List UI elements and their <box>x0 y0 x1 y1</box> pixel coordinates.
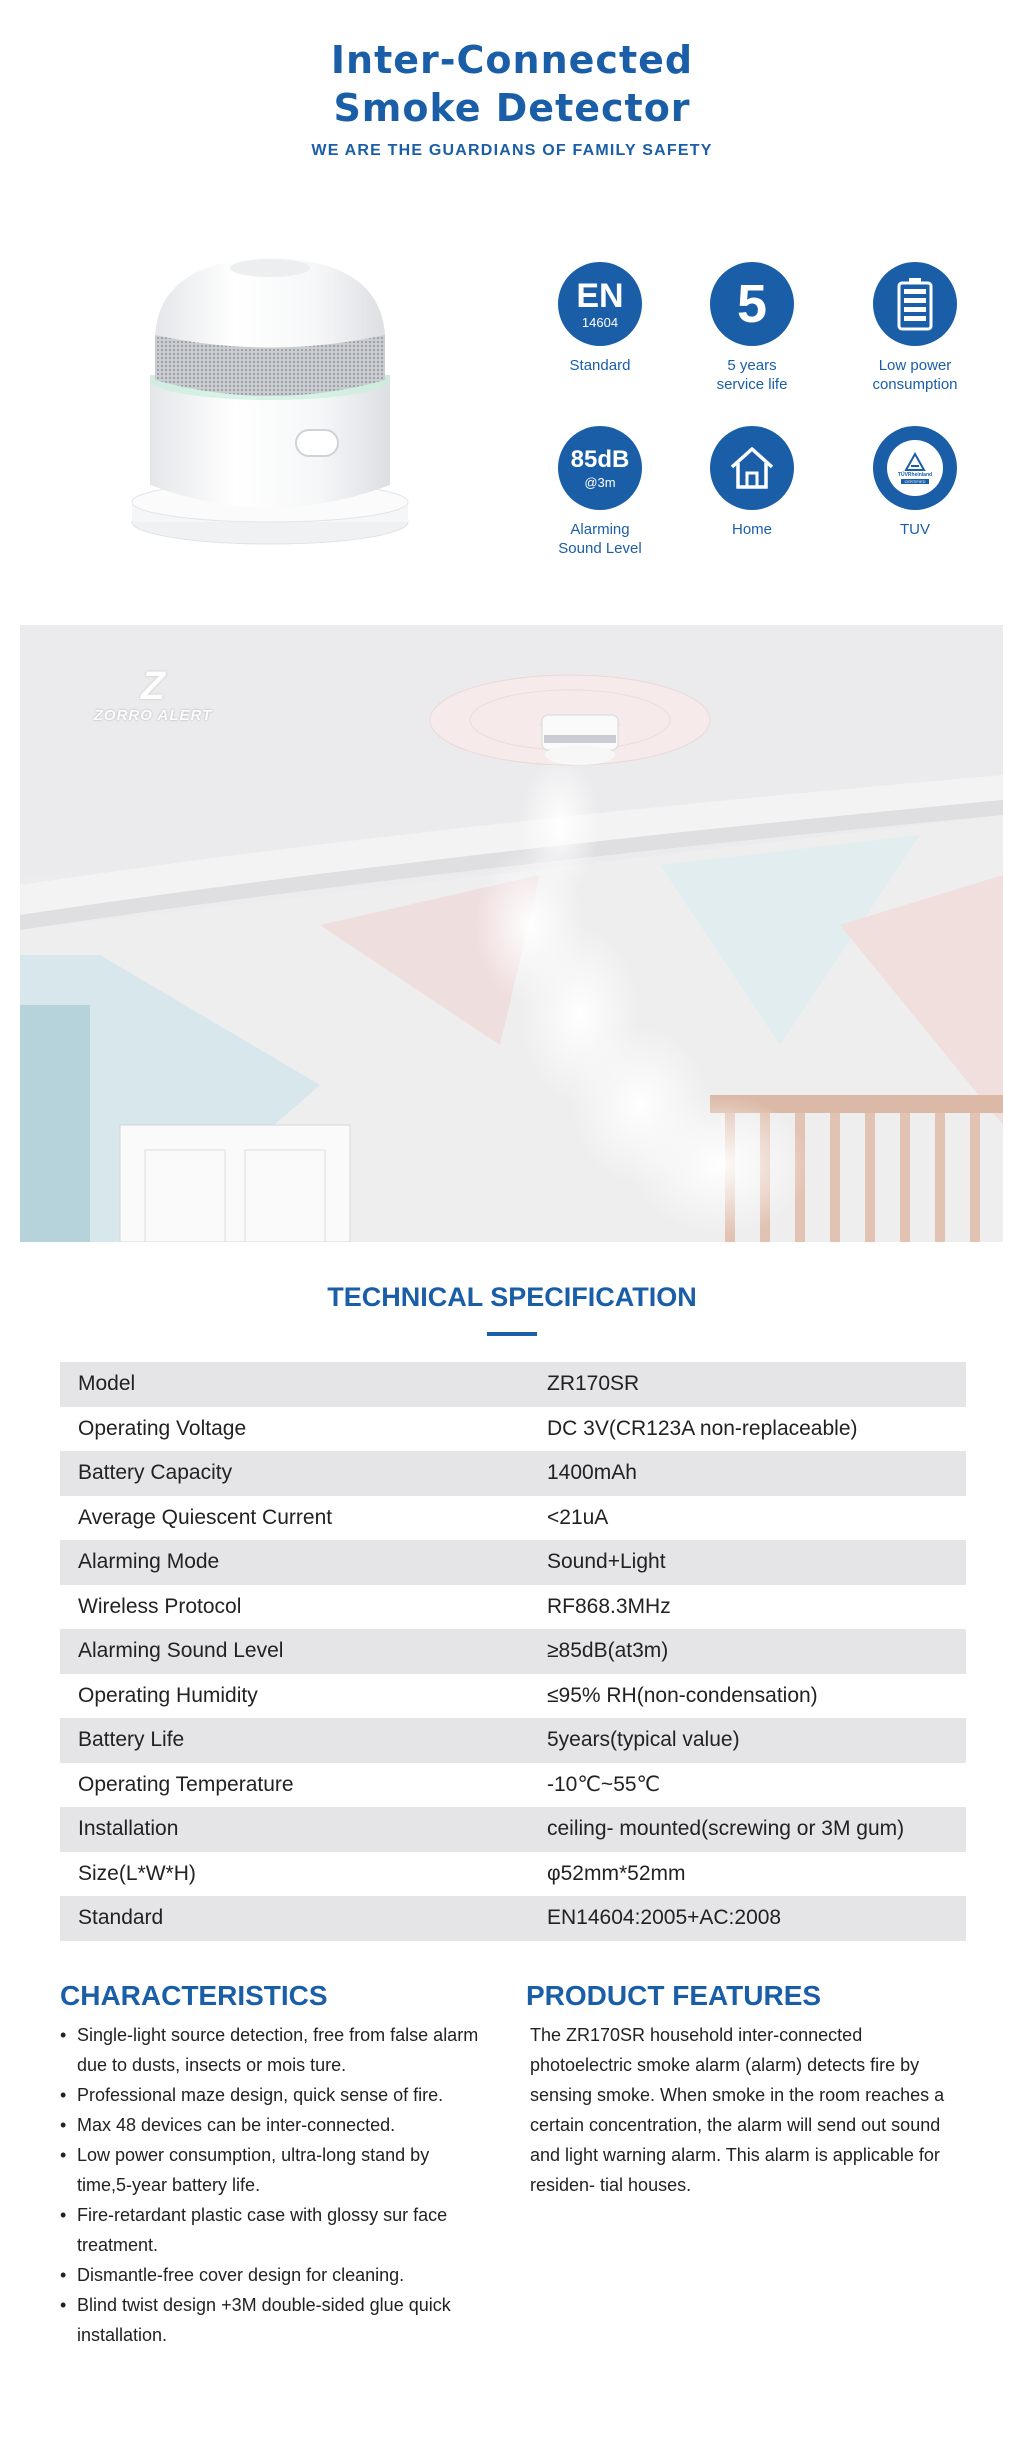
badge-home <box>677 426 827 539</box>
spec-row <box>60 1540 966 1585</box>
badge-low-power-label <box>840 356 990 394</box>
spec-value: Sound+Light <box>547 1550 666 1574</box>
tuv-triangle-icon <box>904 452 926 472</box>
title-line-1: Inter-Connected <box>330 38 694 82</box>
spec-row <box>60 1896 966 1941</box>
spec-row <box>60 1629 966 1674</box>
characteristics-list <box>60 2020 480 2350</box>
spec-row <box>60 1585 966 1630</box>
list-item: • Low power consumption, ultra-long stand by time,5-year battery life. <box>60 2140 480 2200</box>
list-item: • Blind twist design +3M double-sided glue quick installation. <box>60 2290 480 2350</box>
spec-table <box>60 1362 966 1941</box>
badge-standard-small: 14604 <box>581 314 619 330</box>
spec-value: 1400mAh <box>547 1461 637 1485</box>
sound-level-icon <box>558 426 642 510</box>
spec-key: Battery Life <box>78 1728 185 1752</box>
spec-value: 5years(typical value) <box>547 1728 740 1752</box>
spec-key: Operating Temperature <box>78 1772 294 1796</box>
spec-key: Battery Capacity <box>78 1461 233 1485</box>
spec-key: Alarming Mode <box>78 1550 220 1574</box>
smoke-detector-image <box>120 240 420 570</box>
badge-service-life-label-1: 5 years <box>727 357 777 374</box>
spec-key: Size(L*W*H) <box>78 1861 196 1885</box>
spec-row <box>60 1407 966 1452</box>
home-icon <box>710 426 794 510</box>
badge-service-life <box>677 262 827 394</box>
tuv-mark-certified: CERTIFIED <box>901 479 928 484</box>
spec-row <box>60 1807 966 1852</box>
badge-standard-label: Standard <box>569 357 631 374</box>
spec-key: Model <box>78 1372 136 1396</box>
brand-logo-name: ZORRO ALERT <box>93 707 213 724</box>
badge-low-power <box>840 262 990 394</box>
product-features-text: The ZR170SR household inter-connected photoelectric smoke alarm (alarm) detects fire by sensing smoke. When smoke in the room reaches a certain concentration, the alarm will send out sound and light warning alarm. This alarm is applicable for residen- tial houses. <box>530 2025 945 2195</box>
tuv-icon <box>873 426 957 510</box>
list-item: • Max 48 devices can be inter-connected. <box>60 2110 480 2140</box>
characteristics-title: CHARACTERISTICS <box>60 1980 328 2011</box>
list-item: • Dismantle-free cover design for cleaning. <box>60 2260 480 2290</box>
spec-row <box>60 1852 966 1897</box>
badge-sound-label-2: Sound Level <box>558 540 642 557</box>
home-glyph <box>727 445 777 491</box>
badge-home-label: Home <box>731 521 772 538</box>
product-features-title: PRODUCT FEATURES <box>526 1980 822 2011</box>
title-line-2: Smoke Detector <box>333 86 691 130</box>
list-item: • Professional maze design, quick sense of fire. <box>60 2080 480 2110</box>
list-item: • Fire-retardant plastic case with glossy sur face treatment. <box>60 2200 480 2260</box>
spec-value: <21uA <box>547 1505 609 1529</box>
spec-key: Standard <box>78 1906 164 1930</box>
spec-value: ≤95% RH(non-condensation) <box>547 1683 818 1707</box>
battery-glyph <box>895 276 935 332</box>
spec-row <box>60 1496 966 1541</box>
spec-value: φ52mm*52mm <box>547 1861 686 1885</box>
spec-key: Installation <box>78 1817 179 1841</box>
battery-icon <box>873 262 957 346</box>
tuv-mark <box>887 440 943 496</box>
brand-logo <box>78 665 228 724</box>
spec-key: Wireless Protocol <box>78 1594 242 1618</box>
spec-row <box>60 1718 966 1763</box>
badge-service-life-label <box>677 356 827 394</box>
badge-sound-level <box>525 426 675 558</box>
spec-value: DC 3V(CR123A non-replaceable) <box>547 1416 858 1440</box>
list-item: • Single-light source detection, free from false alarm due to dusts, insects or mois ture. <box>60 2020 480 2080</box>
spec-row <box>60 1362 966 1407</box>
page-title <box>0 36 1024 132</box>
spec-value: ≥85dB(at3m) <box>547 1639 669 1663</box>
spec-title-underline <box>487 1332 537 1336</box>
spec-section-title: TECHNICAL SPECIFICATION <box>327 1282 697 1312</box>
badge-tuv-label: TUV <box>900 521 930 538</box>
spec-key: Average Quiescent Current <box>78 1505 333 1529</box>
badge-service-life-big: 5 <box>736 274 768 334</box>
badge-standard-big: EN <box>576 276 624 315</box>
badge-sound-small: @3m <box>584 474 616 490</box>
spec-value: RF868.3MHz <box>547 1594 671 1618</box>
badge-tuv <box>840 426 990 539</box>
en-badge-icon <box>558 262 642 346</box>
badge-sound-label <box>525 520 675 558</box>
badge-service-life-label-2: service life <box>716 376 788 393</box>
spec-value: EN14604:2005+AC:2008 <box>547 1906 782 1930</box>
spec-row <box>60 1451 966 1496</box>
badge-low-power-label-1: Low power <box>878 357 952 374</box>
spec-row <box>60 1763 966 1808</box>
smoke-detector-illustration <box>120 240 420 570</box>
spec-row <box>60 1674 966 1719</box>
spec-value: -10℃~55℃ <box>547 1773 661 1797</box>
spec-value: ZR170SR <box>547 1372 640 1396</box>
badge-sound-big: 85dB <box>570 445 630 473</box>
spec-value: ceiling- mounted(screwing or 3M gum) <box>547 1817 905 1841</box>
badge-low-power-label-2: consumption <box>872 376 958 393</box>
tuv-mark-text: TÜVRheinland <box>897 472 933 478</box>
page-subtitle: WE ARE THE GUARDIANS OF FAMILY SAFETY <box>311 142 713 159</box>
brand-logo-icon: Z <box>140 664 166 708</box>
five-years-icon <box>710 262 794 346</box>
spec-key: Alarming Sound Level <box>78 1639 284 1663</box>
spec-key: Operating Humidity <box>78 1683 258 1707</box>
spec-key: Operating Voltage <box>78 1416 247 1440</box>
badge-sound-label-1: Alarming <box>570 521 630 538</box>
room-scene-image <box>20 625 1003 1242</box>
badge-standard <box>525 262 675 375</box>
